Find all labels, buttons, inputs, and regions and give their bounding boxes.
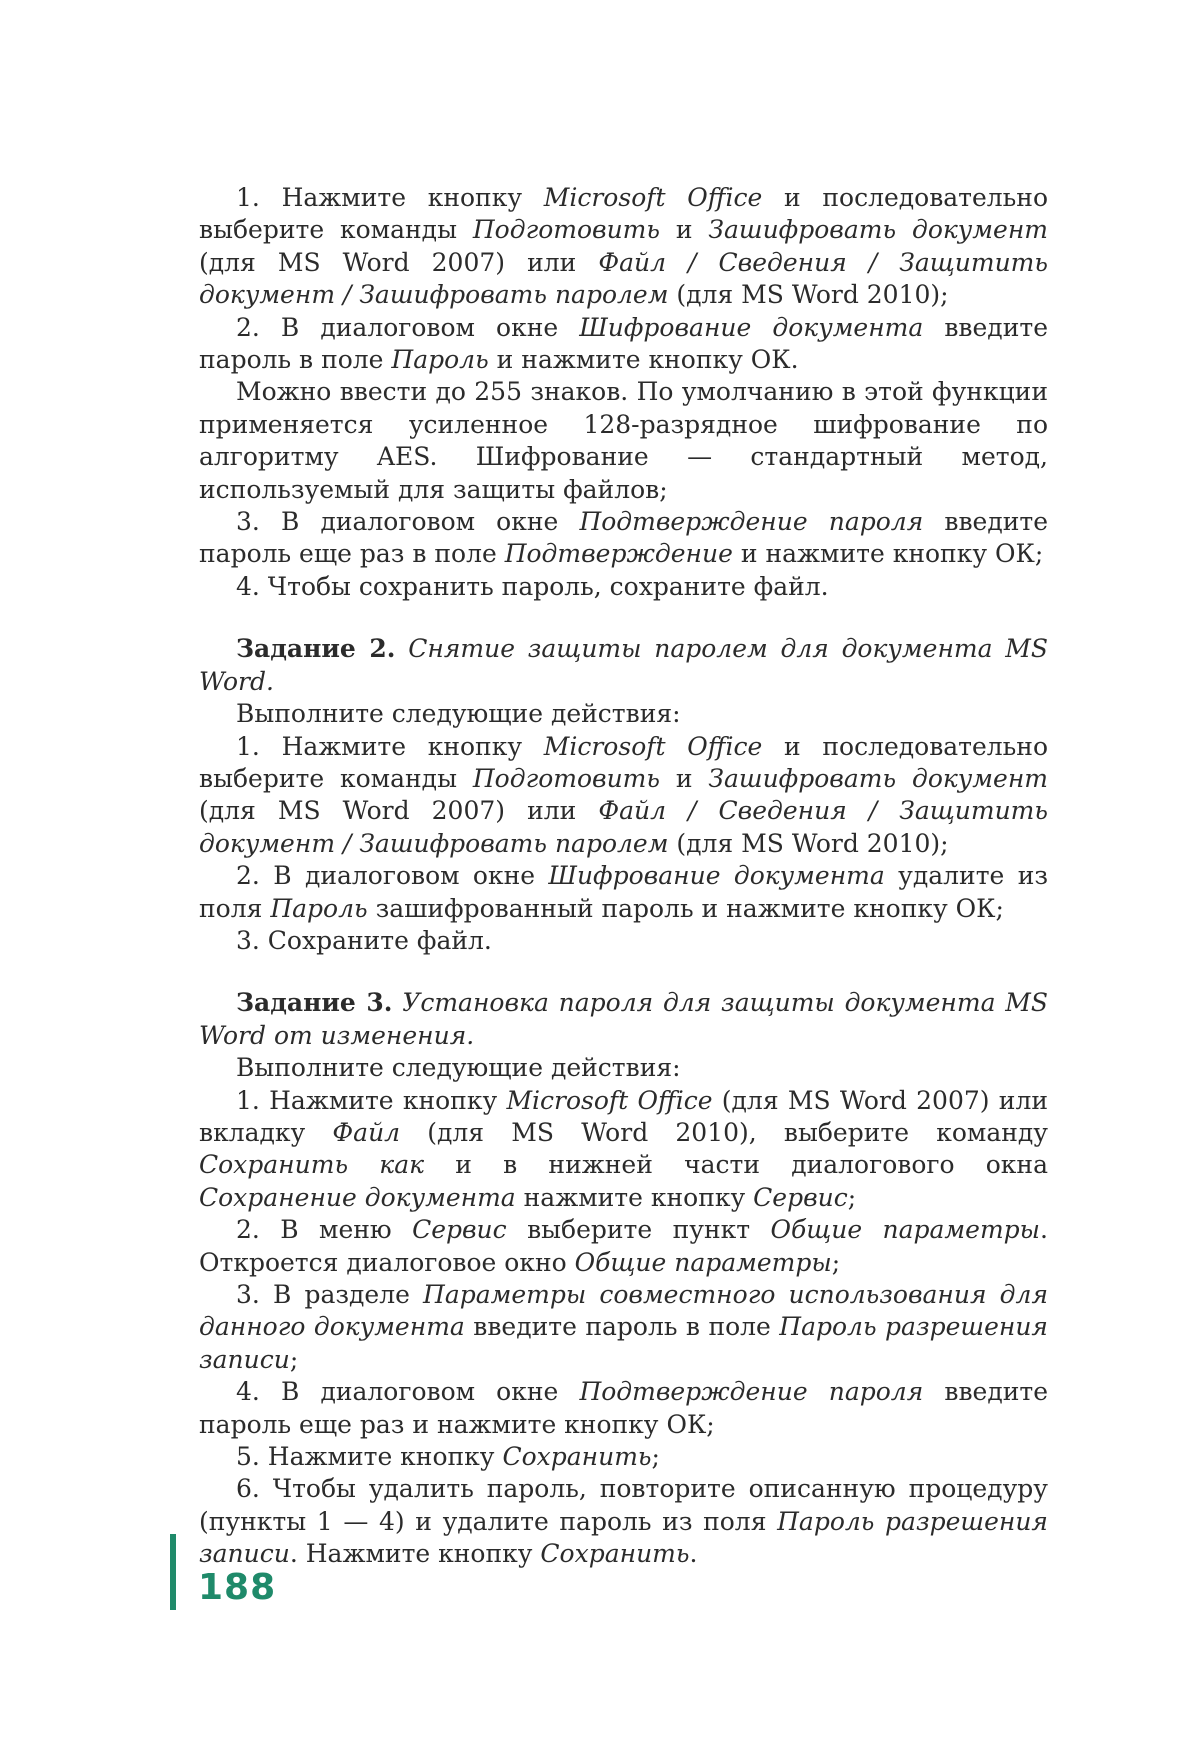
paragraph xyxy=(199,633,1048,698)
text-run: и нажмите кнопку ОК; xyxy=(732,539,1044,569)
text-run: введите пароль еще раз и нажмите кнопку ОК; xyxy=(199,1377,1049,1439)
italic-term: Microsoft Office xyxy=(543,183,763,212)
text-run: 2. В диалоговом окне xyxy=(236,312,580,342)
paragraph xyxy=(199,1085,1048,1215)
italic-term: Шифрование документа xyxy=(548,861,885,891)
italic-term: Сохранить xyxy=(502,1442,652,1472)
italic-term: Общие параметры xyxy=(770,1215,1041,1245)
text-run: 2. В диалоговом окне xyxy=(236,861,549,891)
text-run: ; xyxy=(831,1247,841,1277)
italic-term: Подготовить xyxy=(472,215,660,245)
page-number: 188 xyxy=(198,1567,277,1608)
paragraph xyxy=(199,987,1048,1052)
text-run: Выполните следующие действия: xyxy=(236,1053,681,1083)
text-run: 4. В диалоговом окне xyxy=(236,1377,580,1407)
text-run: 1. Нажмите кнопку xyxy=(236,731,544,761)
text-run: 1. Нажмите кнопку xyxy=(236,183,544,212)
text-run: 3. В разделе xyxy=(236,1280,424,1309)
text-run: и в нижней части диалогового окна xyxy=(424,1150,1048,1180)
text-run: и xyxy=(659,215,709,245)
section-gap xyxy=(199,603,1048,633)
italic-term: Пароль разрешения записи xyxy=(199,1312,1048,1374)
text-run: и последовательно выберите команды xyxy=(199,731,1048,793)
text-run: (для MS Word 2010); xyxy=(668,280,949,310)
italic-term: Пароль xyxy=(391,345,489,375)
text-run: 6. Чтобы удалить пароль, повторите описанную процедуру (пункты 1 — 4) и удалите пароль из поля xyxy=(199,1474,1048,1536)
text-run: 3. Сохраните файл. xyxy=(236,925,492,955)
italic-term: Сохранить как xyxy=(199,1150,425,1180)
paragraph xyxy=(199,571,1048,603)
paragraph xyxy=(199,376,1048,506)
text-run xyxy=(392,988,402,1017)
section-gap xyxy=(199,957,1048,987)
text-run: 4. Чтобы сохранить пароль, сохраните файл. xyxy=(236,571,829,601)
text-run: 2. В меню xyxy=(236,1215,413,1245)
italic-term: Подтверждение xyxy=(504,539,733,569)
text-run: Выполните следующие действия: xyxy=(236,699,681,729)
italic-term: Файл xyxy=(332,1117,401,1147)
text-run xyxy=(395,634,408,663)
italic-term: Файл / Сведения / Защитить документ / Зашифровать паролем xyxy=(199,247,1048,310)
page-number-rule xyxy=(170,1534,176,1610)
text-run: . xyxy=(689,1539,698,1569)
italic-term: Microsoft Office xyxy=(543,731,763,761)
text-run: введите пароль еще раз в поле xyxy=(199,507,1049,569)
text-run: (для MS Word 2007) или xyxy=(199,796,599,826)
paragraph xyxy=(199,182,1048,312)
text-run: 3. В диалоговом окне xyxy=(236,507,580,537)
paragraph xyxy=(199,698,1048,730)
text-run: (для MS Word 2010), выберите команду xyxy=(400,1117,1048,1147)
paragraph xyxy=(199,506,1048,571)
italic-term: Microsoft Office xyxy=(506,1085,713,1115)
text-run: введите пароль в поле xyxy=(199,312,1048,375)
text-run: Можно ввести до 255 знаков. По умолчанию в этой функции применяется усиленное 128-разрядное шифрование по алгоритму AES. Шифрование — стандартный метод, используемый для защиты файлов; xyxy=(199,377,1048,504)
text-run: ; xyxy=(651,1442,660,1472)
italic-term: Сервис xyxy=(753,1182,848,1212)
text-run: введите пароль в поле xyxy=(464,1312,780,1342)
italic-term: Подтверждение пароля xyxy=(579,507,924,537)
text-run: зашифрованный пароль и нажмите кнопку ОК; xyxy=(367,893,1004,923)
italic-term: Сохранение документа xyxy=(199,1182,516,1212)
task-heading: Задание 3. xyxy=(236,988,393,1018)
italic-term: Подготовить xyxy=(472,763,660,793)
italic-term: Сервис xyxy=(412,1215,507,1245)
italic-term: Файл / Сведения / Защитить документ / Зашифровать паролем xyxy=(199,796,1048,858)
paragraph xyxy=(199,1376,1048,1441)
italic-term: Снятие защиты паролем для документа MS Word. xyxy=(199,634,1049,696)
italic-term: Пароль xyxy=(270,893,368,923)
text-run: . Откроется диалоговое окно xyxy=(199,1215,1048,1277)
text-run: выберите пункт xyxy=(506,1215,771,1245)
paragraph xyxy=(199,1473,1048,1570)
paragraph xyxy=(199,312,1048,377)
text-run: (для MS Word 2007) или xyxy=(199,247,599,277)
text-run: ; xyxy=(289,1344,299,1374)
italic-term: Сохранить xyxy=(540,1539,690,1569)
italic-term: Установка пароля для защиты документа MS Word от изменения. xyxy=(199,988,1049,1050)
italic-term: Зашифровать документ xyxy=(708,215,1048,245)
italic-term: Шифрование документа xyxy=(579,312,924,342)
paragraph xyxy=(199,1441,1048,1473)
text-run: 5. Нажмите кнопку xyxy=(236,1442,503,1472)
paragraph xyxy=(199,860,1048,925)
text-run: удалите из поля xyxy=(199,861,1048,923)
text-run: и xyxy=(659,763,709,793)
page-body xyxy=(199,182,1048,1571)
paragraph xyxy=(199,1279,1048,1376)
text-run: 1. Нажмите кнопку xyxy=(236,1085,507,1115)
text-run: (для MS Word 2010); xyxy=(668,828,949,858)
text-run: (для MS Word 2007) или вкладку xyxy=(199,1085,1048,1147)
italic-term: Зашифровать документ xyxy=(708,763,1048,793)
text-run: ; xyxy=(847,1182,857,1212)
task-heading: Задание 2. xyxy=(236,634,396,664)
italic-term: Пароль разрешения записи xyxy=(199,1506,1048,1569)
italic-term: Параметры совместного использования для данного документа xyxy=(199,1280,1048,1342)
text-run: и последовательно выберите команды xyxy=(199,183,1048,245)
paragraph xyxy=(199,1214,1048,1279)
text-run: нажмите кнопку xyxy=(515,1182,754,1212)
italic-term: Общие параметры xyxy=(574,1247,832,1277)
paragraph xyxy=(199,925,1048,957)
italic-term: Подтверждение пароля xyxy=(579,1377,924,1407)
paragraph xyxy=(199,731,1048,861)
text-run: и нажмите кнопку ОК. xyxy=(488,345,799,375)
text-run: . Нажмите кнопку xyxy=(289,1539,541,1569)
paragraph xyxy=(199,1052,1048,1084)
